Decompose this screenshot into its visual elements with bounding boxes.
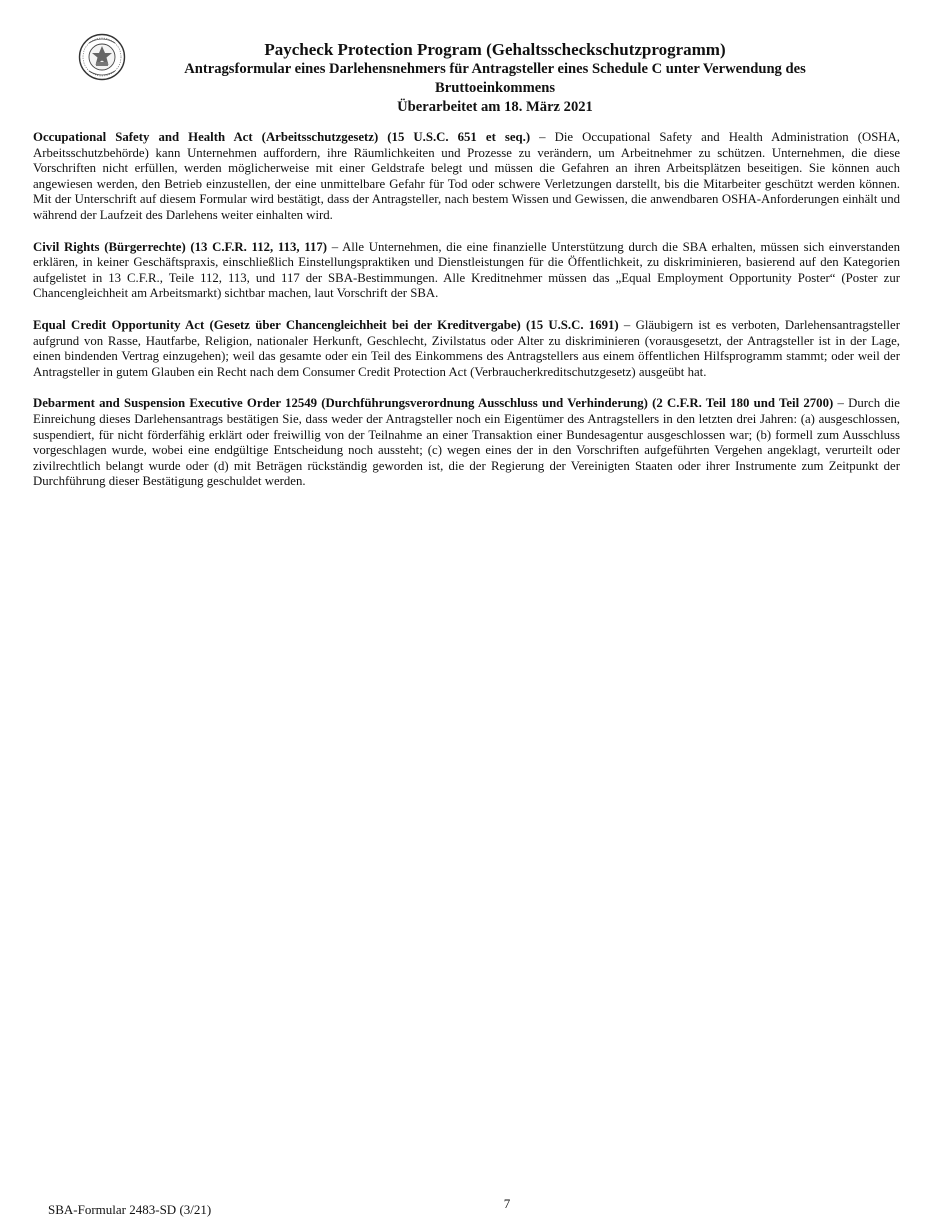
form-number: SBA-Formular 2483-SD (3/21) <box>48 1202 212 1217</box>
section-body: – Durch die Einreichung dieses Darlehensantrags bestätigen Sie, dass weder der Antragsteller noch ein Eigentümer des Antragstellers in den letzten drei Jahren: (a) ausgeschlossen, suspendiert, für nicht förderfähig erklärt oder freiwillig von der Teilnahme an einer Transaktion einer Bundesagentur ausgeschlossen war; (b) formell zum Ausschluss vorgeschlagen wurde, wobei eine endgültige Entscheidung noch aussteht; (c) wegen eines der in den Vorschriften aufgeführten Vergehen angeklagt, verurteilt oder zivilrechtlich belangt wurde oder (d) mit Beträgen rückständig geworden ist, die der Regierung der Vereinigten Staaten oder ihrer Instrumente zum Zeitpunkt der Durchführung dieser Bestätigung geschuldet werden. <box>33 396 900 489</box>
sba-seal-icon <box>78 33 126 81</box>
section-body: – Gläubigern ist es verboten, Darlehensantragsteller aufgrund von Rasse, Hautfarbe, Religion, nationaler Herkunft, Geschlecht, Zivilstatus oder Alter zu diskriminieren (vorausgesetzt, der Antragsteller ist in der Lage, einen bindenden Vertrag einzugehen); weil das gesamte oder ein Teil des Einkommens des Antragstellers aus einem öffentlichen Hilfsprogramm stammt; oder weil der Antragsteller in gutem Glauben ein Recht nach dem Consumer Credit Protection Act (Verbraucherkreditschutzgesetz) ausgeübt hat. <box>33 317 900 379</box>
section-equal-credit <box>33 318 900 380</box>
document-body <box>33 130 900 506</box>
section-heading: Occupational Safety and Health Act (Arbeitsschutzgesetz) (15 U.S.C. 651 et seq.) <box>33 130 531 144</box>
section-osha <box>33 130 900 224</box>
section-debarment <box>33 396 900 490</box>
document-subtitle-line1: Antragsformular eines Darlehensnehmers für Antragsteller eines Schedule C unter Verwendung des <box>184 61 806 77</box>
section-heading: Debarment and Suspension Executive Order 12549 (Durchführungsverordnung Ausschluss und Verhinderung) (2 C.F.R. Teil 180 und Teil 2700) <box>33 396 834 411</box>
section-civil-rights <box>33 240 900 302</box>
document-subtitle-line2: Bruttoeinkommens <box>435 80 555 96</box>
document-title: Paycheck Protection Program (Gehaltsscheckschutzprogramm) <box>264 40 726 59</box>
section-heading: Equal Credit Opportunity Act (Gesetz über Chancengleichheit bei der Kreditvergabe) (15 U.S.C. 1691) <box>33 317 619 332</box>
revision-date: Überarbeitet am 18. März 2021 <box>397 99 593 115</box>
section-body: – Die Occupational Safety and Health Administration (OSHA, Arbeitsschutzbehörde) kann Unternehmen auffordern, ihre Räumlichkeiten und Prozesse zu verändern, um Arbeitnehmer zu schützen. Unternehmen, die diese Vorschriften nicht erfüllen, werden möglicherweise mit einer Geldstrafe belegt und müssen die Gefahren an ihren Arbeitsplätzen beseitigen. Sie können auch angewiesen werden, den Betrieb einzustellen, der eine unmittelbare Gefahr für Tod oder schwere Verletzungen darstellt, bis die Mitarbeiter geschützt werden können. Mit der Unterschrift auf diesem Formular wird bestätigt, dass der Antragsteller, nach bestem Wissen und Gewissen, die anwendbaren OSHA-Anforderungen einhält und während der Laufzeit des Darlehens weiter einhalten wird. <box>33 130 900 222</box>
section-heading: Civil Rights (Bürgerrechte) (13 C.F.R. 112, 113, 117) <box>33 239 328 254</box>
section-body: – Alle Unternehmen, die eine finanzielle Unterstützung durch die SBA erhalten, müssen sich einverstanden erklären, in keiner Geschäftspraxis, einschließlich Einstellungspraktiken und Dienstleistungen für die Öffentlichkeit, zu diskriminieren, basierend auf den Kategorien aufgelistet in 13 C.F.R., Teile 112, 113, und 117 der SBA-Bestimmungen. Alle Kreditnehmer müssen das „Equal Employment Opportunity Poster“ (Poster zur Chancengleichheit am Arbeitsmarkt) sichtbar machen, laut Vorschrift der SBA. <box>33 239 900 301</box>
page-number: 7 <box>503 1196 511 1211</box>
document-header <box>140 40 850 117</box>
